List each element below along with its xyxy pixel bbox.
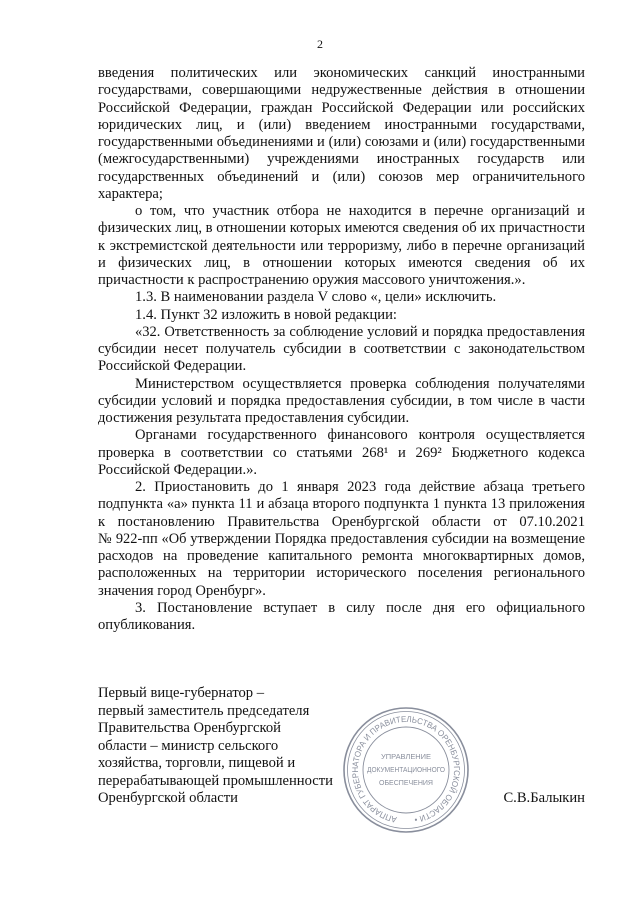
paragraph [98,600,585,635]
text-line: «32. Ответственность за соблюдение условий и порядка предоставления [135,323,585,340]
signatory-position-line: перерабатывающей промышленности [98,772,333,789]
official-stamp [341,705,471,835]
text-line: расходов на проведение капитального ремонта многоквартирных домов, [98,548,585,564]
text-line: Российской Федерации, граждан Российской Федерации или российских [98,99,585,116]
paragraph [98,289,585,306]
text-line: расположенных на территории исторического поселения регионального [98,565,585,582]
signature-block [98,685,348,808]
paragraph [98,427,585,479]
text-line: № 922-пп «Об утверждении Порядка предоставления субсидии на возмещение [98,530,585,547]
paragraph [98,479,585,600]
text-line: Российской Федерации.». [98,461,258,478]
text-line: государствами, совершающими недружественные действия в отношении [98,82,585,99]
paragraph [98,324,585,376]
text-line: подпункта «а» пункта 11 и абзаца второго подпункта 1 пункта 13 приложения [98,496,585,513]
signatory-name: С.В.Балыкин [503,790,585,806]
stamp-center-text: ОБЕСПЕЧЕНИЯ [379,778,433,787]
signatory-position-line: Правительства Оренбургской [98,720,281,736]
text-line: государственных объединений и (или) союзов мер ограничительного [98,168,585,185]
document-body [98,65,585,634]
text-line: субсидии условий и порядка предоставления субсидии, в том числе в части [98,392,585,409]
text-line: государственными объединениями и (или) союзами и (или) государственными [98,134,585,150]
text-line: юридических лиц, и (или) введением иностранными государствами, [98,116,585,133]
stamp-center-text: ДОКУМЕНТАЦИОННОГО [367,765,446,774]
text-line: физических лиц, в отношении которых имеются сведения об их причастности [98,220,585,237]
paragraph [98,307,585,324]
text-line: о том, что участник отбора не находится в перечне организаций и [135,203,585,219]
signatory-position-line: области – министр сельского [98,737,279,754]
text-line: Министерством осуществляется проверка соблюдения получателями [135,375,585,392]
paragraph [98,203,585,289]
text-line: Органами государственного финансового контроля осуществляется [135,427,585,444]
stamp-center-text: УПРАВЛЕНИЕ [381,752,432,761]
text-line: 1.3. В наименовании раздела V слово «, цели» исключить. [135,289,497,306]
stamp-ring-text-path: АППАРАТ ГУБЕРНАТОРА И ПРАВИТЕЛЬСТВА ОРЕНБУРГСКОЙ ОБЛАСТИ • [349,713,463,826]
text-line: причастности к распространению оружия массового уничтожения.». [98,272,526,288]
text-line: Российской Федерации. [98,358,247,375]
text-line: достижения результата предоставления субсидии. [98,410,410,426]
text-line: 2. Приостановить до 1 января 2023 года действие абзаца третьего [135,479,585,495]
text-line: субсидии несет получатель субсидии в соответствии с законодательством [98,341,585,357]
paragraph [98,376,585,428]
text-line: характера; [98,185,163,202]
text-line: (межгосударственными) учреждениями иностранных государств или [98,151,585,168]
signatory-position-line: первый заместитель председателя [98,702,310,719]
text-line: и физических лиц, в отношении которых имеются сведения об их [98,254,585,271]
text-line: введения политических или экономических санкций иностранными [98,65,585,81]
signatory-position-line: Первый вице-губернатор – [98,685,265,701]
signatory-position-line: хозяйства, торговли, пищевой и [98,755,296,771]
text-line: 1.4. Пункт 32 изложить в новой редакции: [135,306,397,323]
text-line: к экстремистской деятельности или терроризму, либо в перечне организаций [98,237,585,254]
page-number: 2 [317,37,323,51]
text-line: 3. Постановление вступает в силу после дня его официального [135,599,585,616]
text-line: к постановлению Правительства Оренбургской области от 07.10.2021 [98,513,585,530]
signatory-position-line: Оренбургской области [98,790,238,806]
text-line: значения город Оренбург». [98,582,266,599]
paragraph [98,65,585,203]
text-line: опубликования. [98,617,196,633]
text-line: проверка в соответствии со статьями 268¹ и 269² Бюджетного кодекса [98,444,585,461]
